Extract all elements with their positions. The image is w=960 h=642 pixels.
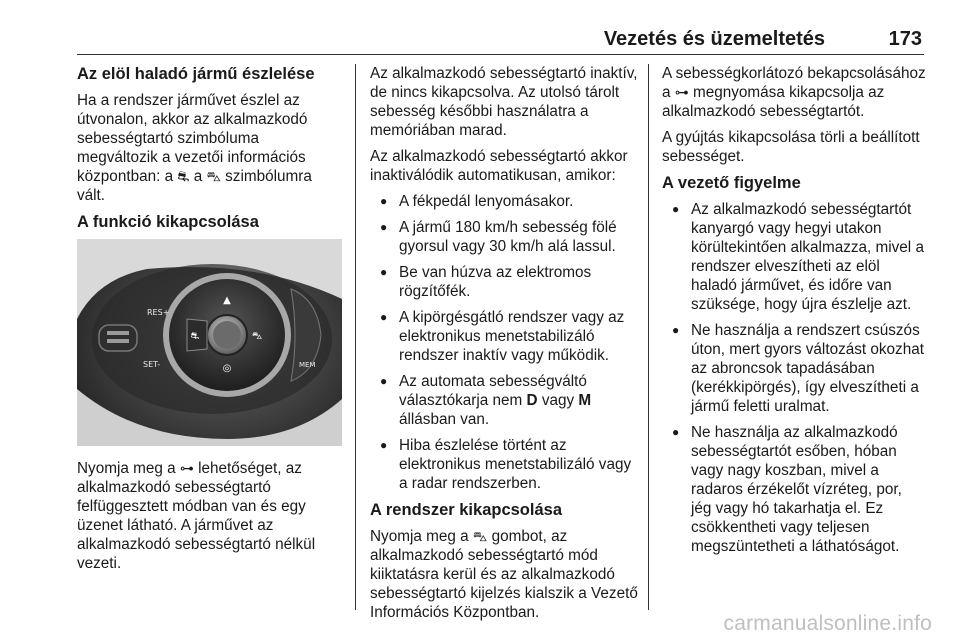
chapter-title: Vezetés és üzemeltetés — [603, 28, 826, 50]
speed-limiter-icon: ⊶ — [179, 460, 194, 476]
header-rule — [77, 54, 924, 55]
set-minus-label: SET- — [143, 360, 161, 369]
speed-limiter-icon: ⊶ — [674, 84, 689, 100]
paragraph: Az alkalmazkodó sebességtartó akkor inaktiválódik automatikusan, amikor: — [370, 148, 628, 184]
list-item: ● Ne használja az alkalmazkodó sebességtartót esőben, hóban vagy nagy koszban, mivel a radaros érzékelőt vízréteg, por, jég vagy hó takarhatja el. Ez csökkentheti vagy teljesen megszüntetheti a láthatóságot. — [662, 423, 926, 556]
list-item: ● Az alkalmazkodó sebességtartót kanyargó vagy hegyi utakon körültekintően alkalmazza, mivel a rendszer elveszítheti az elöl haladó járművet, és időre van szüksége, hogy újra észlelje azt. — [662, 200, 926, 314]
svg-text:◎: ◎ — [222, 363, 232, 374]
steering-wheel-controls-photo — [77, 239, 342, 446]
heading-driver-attention: A vezető figyelme — [662, 174, 801, 192]
list-item: ● A jármű 180 km/h sebesség fölé gyorsul vagy 30 km/h alá lassul. — [370, 218, 638, 256]
column-divider — [355, 64, 356, 610]
deactivation-conditions-list — [370, 192, 638, 493]
paragraph: A sebességkorlátozó bekapcsolásához a ⊶ megnyomása kikapcsolja az alkalmazkodó sebességtartót. — [662, 65, 926, 120]
gear-d: D — [526, 392, 538, 409]
heading-system-off: A rendszer kikapcsolása — [370, 501, 562, 519]
cruise-vehicle-icon: ⛍ — [206, 168, 221, 184]
list-item: ● A kipörgésgátló rendszer vagy az elektronikus menetstabilizáló rendszer inaktív vagy működik. — [370, 308, 638, 365]
paragraph: Nyomja meg a ⊶ lehetőséget, az alkalmazkodó sebességtartó felfüggesztett módban van és egy üzenet látható. A járművet az alkalmazkodó sebességtartó nélkül vezeti. — [77, 460, 316, 572]
svg-text:▲: ▲ — [223, 295, 231, 306]
svg-text:⛍: ⛍ — [251, 331, 263, 342]
paragraph: Ha a rendszer járművet észlel az útvonalon, akkor az alkalmazkodó sebességtartó szimbóluma megváltozik a vezetői információs központban: a ⛐ a ⛍ szimbólumra vált. — [77, 92, 312, 204]
list-item: ● Ne használja a rendszert csúszós úton, mert gyors változást okozhat az abroncsok tapadásában (kerékkipörgés), így elveszítheti a jármű feletti uralmat. — [662, 321, 926, 416]
column-divider — [648, 64, 649, 610]
cruise-vehicle-icon: ⛍ — [472, 528, 488, 544]
column-3 — [662, 64, 926, 563]
list-item: ● Az automata sebességváltó választókarja nem D vagy M állásban van. — [370, 372, 638, 429]
svg-text:⛐: ⛐ — [190, 331, 200, 342]
list-item: ● A fékpedál lenyomásakor. — [370, 192, 638, 211]
vehicle-ahead-icon: ⛐ — [177, 168, 190, 184]
list-item: ● Hiba észlelése történt az elektronikus menetstabilizáló vagy a radar rendszerben. — [370, 436, 638, 493]
res-plus-label: RES+ — [147, 308, 170, 317]
column-2 — [370, 64, 638, 629]
page-header — [0, 28, 922, 51]
paragraph: A gyújtás kikapcsolása törli a beállított sebességet. — [662, 129, 920, 165]
paragraph: Nyomja meg a ⛍ gombot, az alkalmazkodó sebességtartó mód kiiktatásra kerül és az alkalmazkodó sebességtartó kijelzés kialszik a Vezető Információs Központban. — [370, 528, 638, 621]
paragraph: Az alkalmazkodó sebességtartó inaktív, de nincs kikapcsolva. Az utolsó tárolt sebesség későbbi használatra a memóriában marad. — [370, 65, 638, 139]
watermark: carmanualsonline.info — [723, 612, 932, 635]
heading-function-off: A funkció kikapcsolása — [77, 213, 259, 231]
list-item: ● Be van húzva az elektromos rögzítőfék. — [370, 263, 638, 301]
column-1 — [77, 64, 342, 580]
page-number: 173 — [888, 28, 922, 50]
driver-attention-list — [662, 200, 926, 556]
mem-label: MEM — [299, 361, 316, 369]
gear-m: M — [578, 392, 592, 409]
heading-front-vehicle-detection: Az elöl haladó jármű észlelése — [77, 65, 315, 83]
